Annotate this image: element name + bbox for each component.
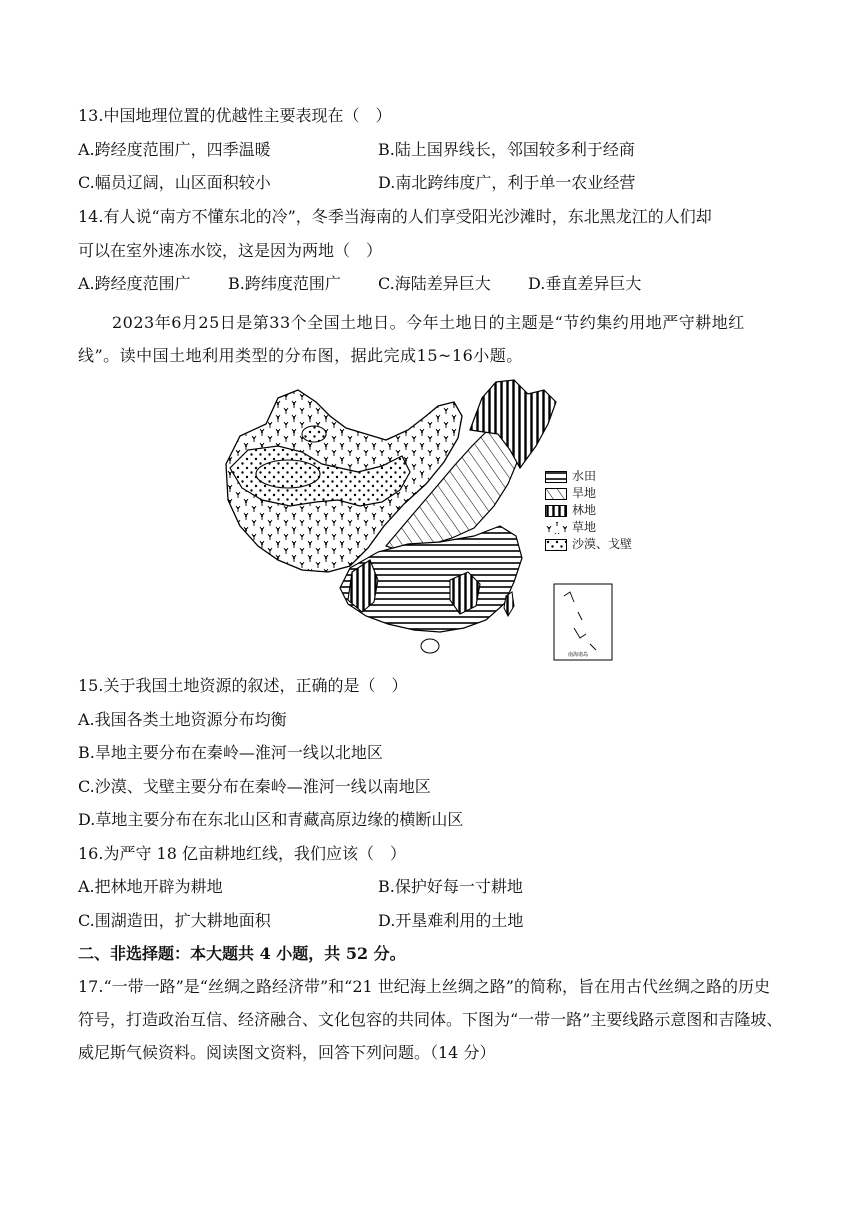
q15-stem: 15.关于我国土地资源的叙述，正确的是（ ） (78, 676, 408, 695)
hainan-island (421, 639, 439, 653)
legend-label-dryland: 旱地 (572, 486, 597, 500)
q16-option-d: D.开垦难利用的土地 (378, 911, 524, 930)
intro-paragraph: 2023年6月25日是第33个全国土地日。今年土地日的主题是“节约集约用地严守耕地红线”。读中国土地利用类型的分布图，据此完成15~16小题。 (78, 313, 745, 365)
legend-item-dryland (545, 485, 632, 502)
q14-stem-line2: 可以在室外速冻水饺，这是因为两地（ ） (78, 241, 383, 260)
q14-option-b: B.跨纬度范围广 (228, 274, 341, 293)
q15-option-a: A.我国各类土地资源分布均衡 (78, 710, 287, 729)
q13-option-d: D.南北跨纬度广，利于单一农业经营 (378, 173, 636, 192)
south-china-sea-inset (554, 584, 612, 660)
q15-option-d: D.草地主要分布在东北山区和青藏高原边缘的横断山区 (78, 810, 464, 829)
legend-label-desert: 沙漠、戈壁 (572, 537, 633, 551)
q14-option-d: D.垂直差异巨大 (528, 274, 642, 293)
forest-swatch-icon (545, 505, 567, 517)
legend-label-forest: 林地 (572, 503, 597, 517)
q13-option-c: C.幅员辽阔，山区面积较小 (78, 173, 271, 192)
q16-option-a: A.把林地开辟为耕地 (78, 877, 223, 896)
q14-option-c: C.海陆差异巨大 (378, 274, 491, 293)
section-heading: 二、非选择题：本大题共 4 小题，共 52 分。 (78, 944, 406, 963)
paddy-swatch-icon (545, 471, 567, 483)
q13-option-b: B.陆上国界线长，邻国较多利于经商 (378, 140, 635, 159)
q13-option-a: A.跨经度范围广，四季温暖 (78, 140, 271, 159)
q17-stem: 17.“一带一路”是“丝绸之路经济带”和“21 世纪海上丝绸之路”的简称，旨在用古代丝绸之路的历史符号，打造政治互信、经济融合、文化包容的共同体。下图为“一带一路”主要线路示意图和吉隆坡、威尼斯气候资料。阅读图文资料，回答下列问题。（14 分） (78, 977, 783, 1062)
q13-stem: 13.中国地理位置的优越性主要表现在（ ） (78, 106, 392, 125)
desert-swatch-icon (545, 539, 567, 551)
q14-stem-line1: 14.有人说“南方不懂东北的冷”，冬季当海南的人们享受阳光沙滩时，东北黑龙江的人们却 (78, 207, 712, 226)
q15-option-c: C.沙漠、戈壁主要分布在秦岭—淮河一线以南地区 (78, 777, 431, 796)
q16-stem: 16.为严守 18 亿亩耕地红线，我们应该（ ） (78, 844, 406, 863)
dryland-swatch-icon (545, 488, 567, 500)
legend-item-paddy (545, 468, 632, 485)
q14-option-a: A.跨经度范围广 (78, 274, 191, 293)
q15-option-b: B.旱地主要分布在秦岭—淮河一线以北地区 (78, 743, 383, 762)
legend-label-grassland: 草地 (572, 520, 597, 534)
inset-label: 南海诸岛 (568, 652, 589, 658)
q16-option-b: B.保护好每一寸耕地 (378, 877, 523, 896)
legend-item-desert (545, 536, 632, 553)
legend-item-forest (545, 502, 632, 519)
q16-option-c: C.围湖造田，扩大耕地面积 (78, 911, 271, 930)
legend-label-paddy: 水田 (572, 469, 597, 483)
map-legend (545, 468, 632, 553)
grassland-swatch-icon (545, 522, 567, 534)
junggar-outline (302, 426, 326, 442)
legend-item-grassland (545, 519, 632, 536)
